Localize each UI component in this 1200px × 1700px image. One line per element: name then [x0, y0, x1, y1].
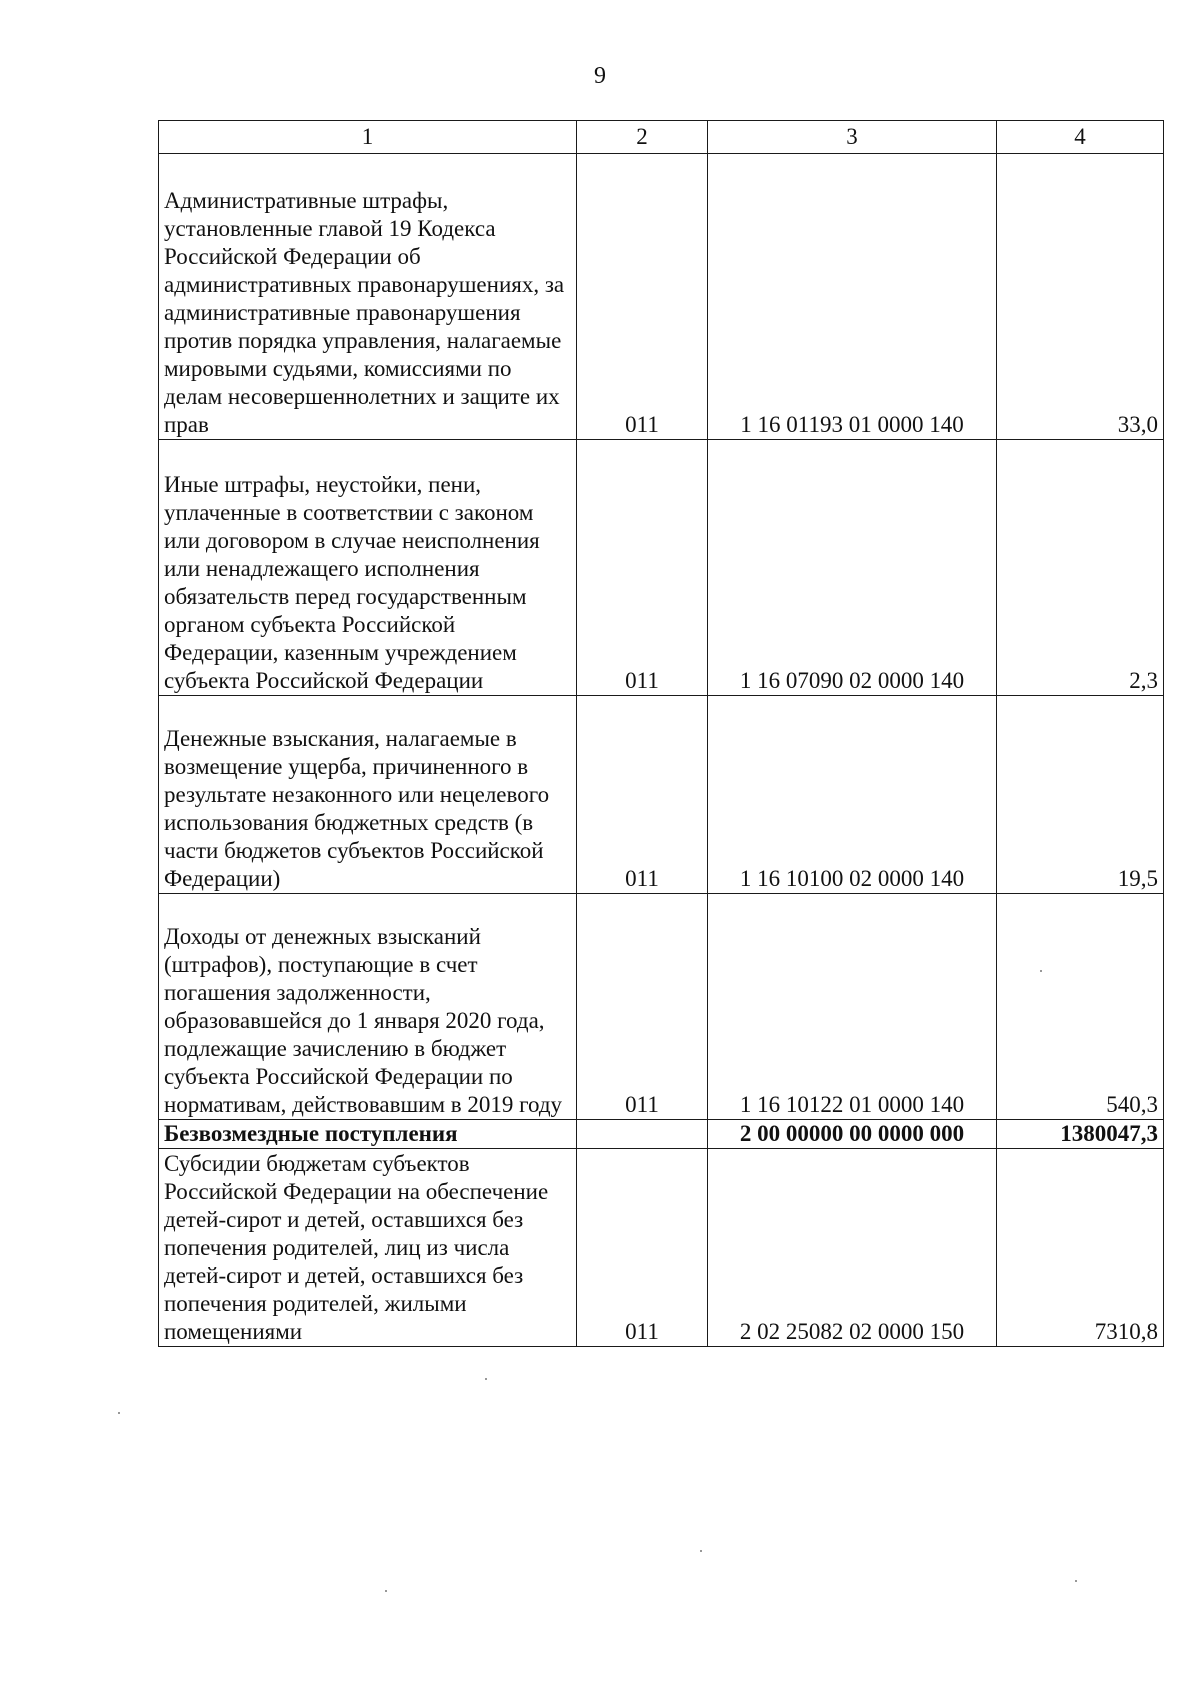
row-budget-code: 1 16 07090 02 0000 140 — [708, 440, 997, 696]
table-row — [159, 1149, 1164, 1347]
row-amount: 540,3 — [997, 894, 1164, 1120]
revenue-table — [158, 120, 1164, 1347]
column-header-3: 3 — [708, 121, 997, 154]
row-description: Иные штрафы, неустойки, пени, уплаченные в соответствии с законом или договором в случае неисполнения или ненадлежащего исполнения обязательств перед государственным органом субъекта Российской Федерации, казенным учреждением субъекта Российской Федерации — [159, 440, 577, 696]
column-header-4: 4 — [997, 121, 1164, 154]
page-number: 9 — [594, 63, 606, 89]
scan-speck — [700, 1550, 702, 1552]
row-description: Доходы от денежных взысканий (штрафов), поступающие в счет погашения задолженности, образовавшейся до 1 января 2020 года, подлежащие зачислению в бюджет субъекта Российской Федерации по нормативам, действовавшим в 2019 году — [159, 894, 577, 1120]
row-budget-code: 1 16 01193 01 0000 140 — [708, 154, 997, 440]
column-header-1: 1 — [159, 121, 577, 154]
row-description: Денежные взыскания, налагаемые в возмещение ущерба, причиненного в результате незаконного или нецелевого использования бюджетных средств (в части бюджетов субъектов Российской Федерации) — [159, 696, 577, 894]
row-budget-code: 1 16 10100 02 0000 140 — [708, 696, 997, 894]
row-description: Административные штрафы, установленные главой 19 Кодекса Российской Федерации об административных правонарушениях, за административные правонарушения против порядка управления, налагаемые мировыми судьями, комиссиями по делам несовершеннолетних и защите их прав — [159, 154, 577, 440]
row-amount: 19,5 — [997, 696, 1164, 894]
row-admin-code: 011 — [577, 1149, 708, 1347]
row-amount: 1380047,3 — [997, 1120, 1164, 1149]
scan-speck — [1040, 970, 1042, 972]
table-header-row — [159, 121, 1164, 154]
row-amount: 2,3 — [997, 440, 1164, 696]
row-amount: 33,0 — [997, 154, 1164, 440]
row-admin-code: 011 — [577, 696, 708, 894]
scan-speck — [1075, 1580, 1077, 1582]
scan-speck — [385, 1590, 387, 1592]
row-admin-code: 011 — [577, 440, 708, 696]
row-description: Субсидии бюджетам субъектов Российской Федерации на обеспечение детей-сирот и детей, оставшихся без попечения родителей, лиц из числа детей-сирот и детей, оставшихся без попечения родителей, жилыми помещениями — [159, 1149, 577, 1347]
row-admin-code — [577, 1120, 708, 1149]
row-amount: 7310,8 — [997, 1149, 1164, 1347]
scan-speck — [118, 1412, 120, 1414]
row-admin-code: 011 — [577, 894, 708, 1120]
table-row — [159, 894, 1164, 1120]
row-admin-code: 011 — [577, 154, 708, 440]
row-budget-code: 2 02 25082 02 0000 150 — [708, 1149, 997, 1347]
table-row — [159, 440, 1164, 696]
row-budget-code: 1 16 10122 01 0000 140 — [708, 894, 997, 1120]
column-header-2: 2 — [577, 121, 708, 154]
row-description: Безвозмездные поступления — [159, 1120, 577, 1149]
table-row — [159, 696, 1164, 894]
row-budget-code: 2 00 00000 00 0000 000 — [708, 1120, 997, 1149]
scan-speck — [485, 1378, 487, 1380]
table-row — [159, 154, 1164, 440]
table-row-total — [159, 1120, 1164, 1149]
